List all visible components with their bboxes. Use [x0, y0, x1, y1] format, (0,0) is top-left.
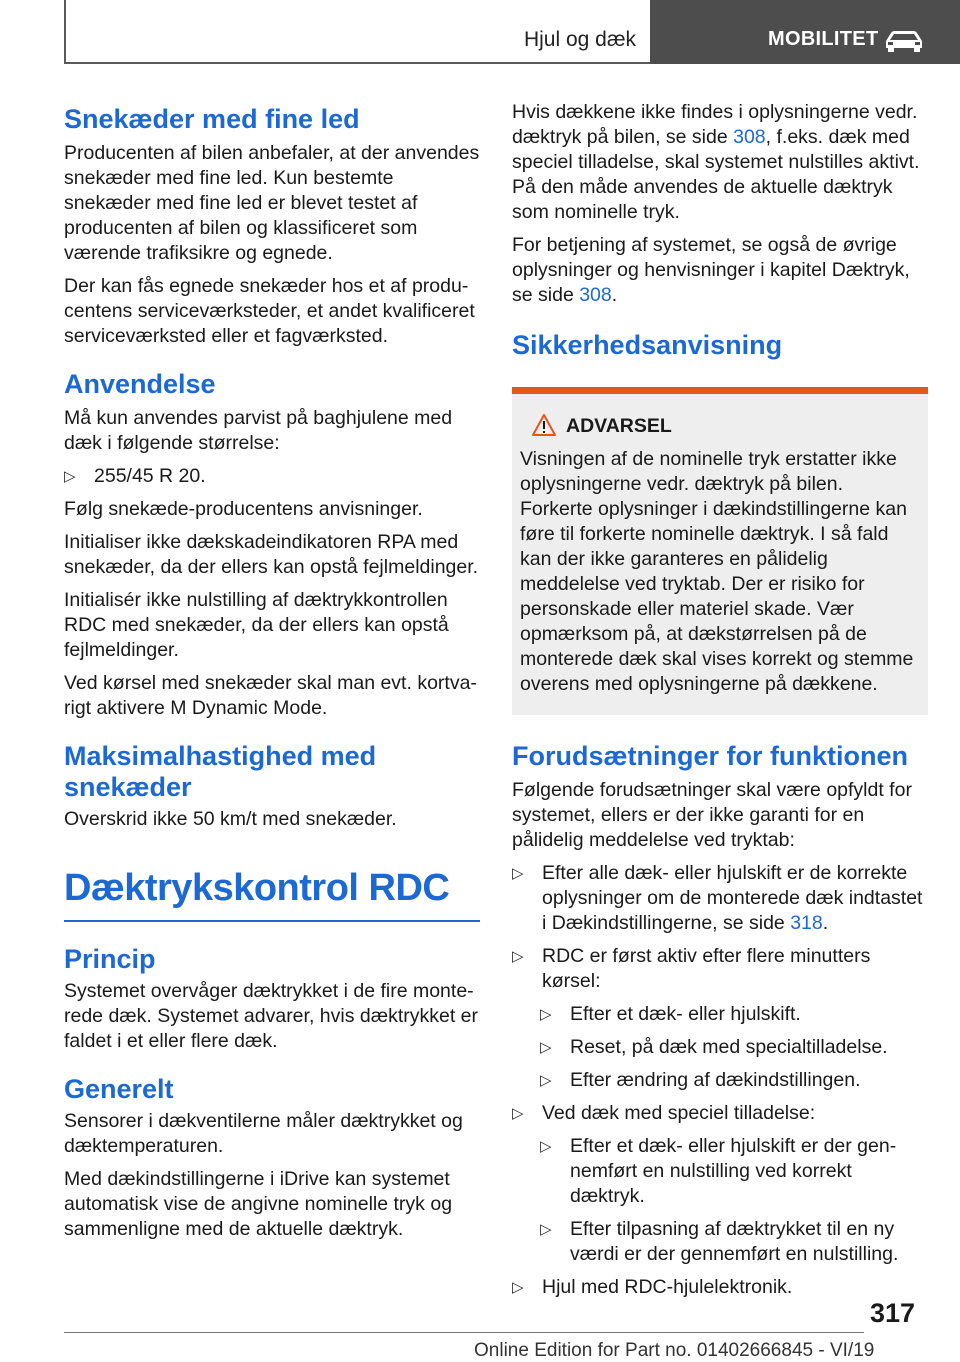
triangle-bullet-icon: ▷	[512, 948, 524, 965]
list-item: ▷ RDC er først aktiv efter flere minutters kørsel:	[512, 945, 871, 992]
heading-safety: Sikkerhedsanvisning	[512, 330, 783, 360]
heading-general: Generelt	[64, 1074, 174, 1104]
triangle-bullet-icon: ▷	[512, 1105, 524, 1122]
warning-triangle-icon	[532, 414, 556, 436]
list-item: ▷ Hjul med RDC-hjulelektronik.	[512, 1276, 793, 1298]
paragraph: For betjening af systemet, se også de øvrige oplysninger og henvisninger i kapitel Dæktryk, se side 308.	[512, 234, 910, 306]
triangle-bullet-icon: ▷	[512, 1279, 524, 1296]
warning-content	[512, 394, 928, 715]
list-item: ▷ Efter alle dæk- eller hjulskift er de korrekte oplysninger om de monterede dæk indtastet i Dækindstillingerne, se side 318.	[512, 862, 923, 934]
left-column	[64, 98, 480, 1242]
paragraph: Hvis dækkene ikke findes i oplysningerne vedr. dæktryk på bilen, se side 308, f.eks. dæk med speciel tilladelse, skal systemet nulstilles aktivt. På den måde anvendes de aktuelle dæktryk som nominelle tryk.	[512, 101, 920, 223]
heading-max-speed: Maksimalhastighed med snekæder	[64, 741, 377, 802]
sub-list-item: ▷ Efter tilpasning af dæktrykket til en ny værdi er der gennemført en nulstilling.	[540, 1218, 899, 1265]
paragraph: Initialisér ikke nulstilling af dæktrykkontrollen RDC med snekæder, da der ellers kan opstå fejlmeldinger.	[64, 589, 449, 661]
heading-prerequisites: Forudsætninger for funktionen	[512, 741, 908, 771]
warning-text: Visningen af de nominelle tryk erstatter ikke oplysningerne vedr. dæktryk på bilen. Forkerte oplysninger i dækindstillingerne kan føre til forkerte nominelle dæktryk. I så fald kan der ikke garanteres en pålidelig meddelelse ved tryktab. Der er risiko for personskade eller materiel skade. Vær opmærksom på, at dækstørrelsen på de monterede dæk skal vises korrekt og stemme overens med oplysningerne på dækkene.	[520, 448, 914, 695]
warning-title: ADVARSEL	[520, 414, 920, 439]
sub-list-item: ▷ Efter ændring af dækindstillingen.	[540, 1069, 861, 1091]
page-link[interactable]: 308	[579, 284, 612, 306]
triangle-bullet-icon: ▷	[540, 1072, 552, 1089]
triangle-bullet-icon: ▷	[540, 1006, 552, 1023]
triangle-bullet-icon: ▷	[64, 468, 76, 485]
chapter-title: Hjul og dæk	[523, 28, 636, 51]
sub-list-item: ▷ Efter et dæk- eller hjulskift.	[540, 1003, 801, 1025]
chapter-heading-rdc: Dæktrykskontrol RDC	[64, 867, 450, 909]
footer-rule	[64, 1332, 864, 1333]
paragraph: Der kan fås egnede snekæder hos et af producentens serviceværksteder, et andet kvalificeret serviceværksted eller et fagværksted.	[64, 275, 475, 347]
page-link[interactable]: 308	[733, 126, 766, 148]
heading-principle: Princip	[64, 944, 156, 974]
triangle-bullet-icon: ▷	[512, 865, 524, 882]
header-bottom-rule	[64, 62, 650, 64]
heading-rule	[64, 920, 480, 922]
car-icon	[882, 28, 926, 52]
list-item: ▷ Ved dæk med speciel tilladelse:	[512, 1102, 816, 1124]
heading-usage: Anvendelse	[64, 369, 216, 399]
triangle-bullet-icon: ▷	[540, 1039, 552, 1056]
footer-edition: Online Edition for Part no. 01402666845 - VI/19	[474, 1340, 875, 1361]
paragraph: Producenten af bilen anbefaler, at der anvendes snekæder med fine led. Kun bestemte snekæder med fine led er blevet testet af producenten af bilen og klassificeret som værende trafiksikre og egnede.	[64, 142, 480, 264]
header-left-rule	[64, 0, 66, 64]
paragraph: Overskrid ikke 50 km/t med snekæder.	[64, 808, 397, 830]
heading-snow-chains: Snekæder med fine led	[64, 104, 360, 134]
page-number: 317	[870, 1298, 916, 1328]
page-link[interactable]: 318	[790, 912, 823, 934]
triangle-bullet-icon: ▷	[540, 1221, 552, 1238]
list-item: ▷ 255/45 R 20.	[64, 465, 206, 487]
paragraph: Må kun anvendes parvist på baghjulene med dæk i følgende størrelse:	[64, 407, 453, 454]
warning-bar	[512, 387, 928, 394]
paragraph: Sensorer i dækventilerne måler dæktrykket og dæktemperaturen.	[64, 1110, 463, 1157]
sub-list-item: ▷ Efter et dæk- eller hjulskift er der gennemført en nulstilling ved korrekt dæktryk.	[540, 1135, 897, 1207]
paragraph: Følgende forudsætninger skal være opfyldt for systemet, ellers er der ikke garanti for en pålidelig meddelelse ved tryktab:	[512, 779, 912, 851]
paragraph: Med dækindstillingerne i iDrive kan systemet automatisk vise de angivne nominelle tryk og sammenligne med de aktuelle dæktryk.	[64, 1168, 453, 1240]
paragraph: Ved kørsel med snekæder skal man evt. kortvarigt aktivere M Dynamic Mode.	[64, 672, 477, 719]
triangle-bullet-icon: ▷	[540, 1138, 552, 1155]
paragraph: Systemet overvåger dæktrykket i de fire monterede dæk. Systemet advarer, hvis dæktrykket er faldet i et eller flere dæk.	[64, 980, 478, 1052]
sub-list-item: ▷ Reset, på dæk med specialtilladelse.	[540, 1036, 888, 1058]
paragraph: Initialiser ikke dækskadeindikatoren RPA med snekæder, da der ellers kan opstå fejlmeldinger.	[64, 531, 479, 578]
paragraph: Følg snekæde-producentens anvisninger.	[64, 498, 423, 520]
section-label: MOBILITET	[768, 28, 879, 50]
warning-box	[512, 387, 928, 715]
right-column	[512, 100, 928, 1300]
